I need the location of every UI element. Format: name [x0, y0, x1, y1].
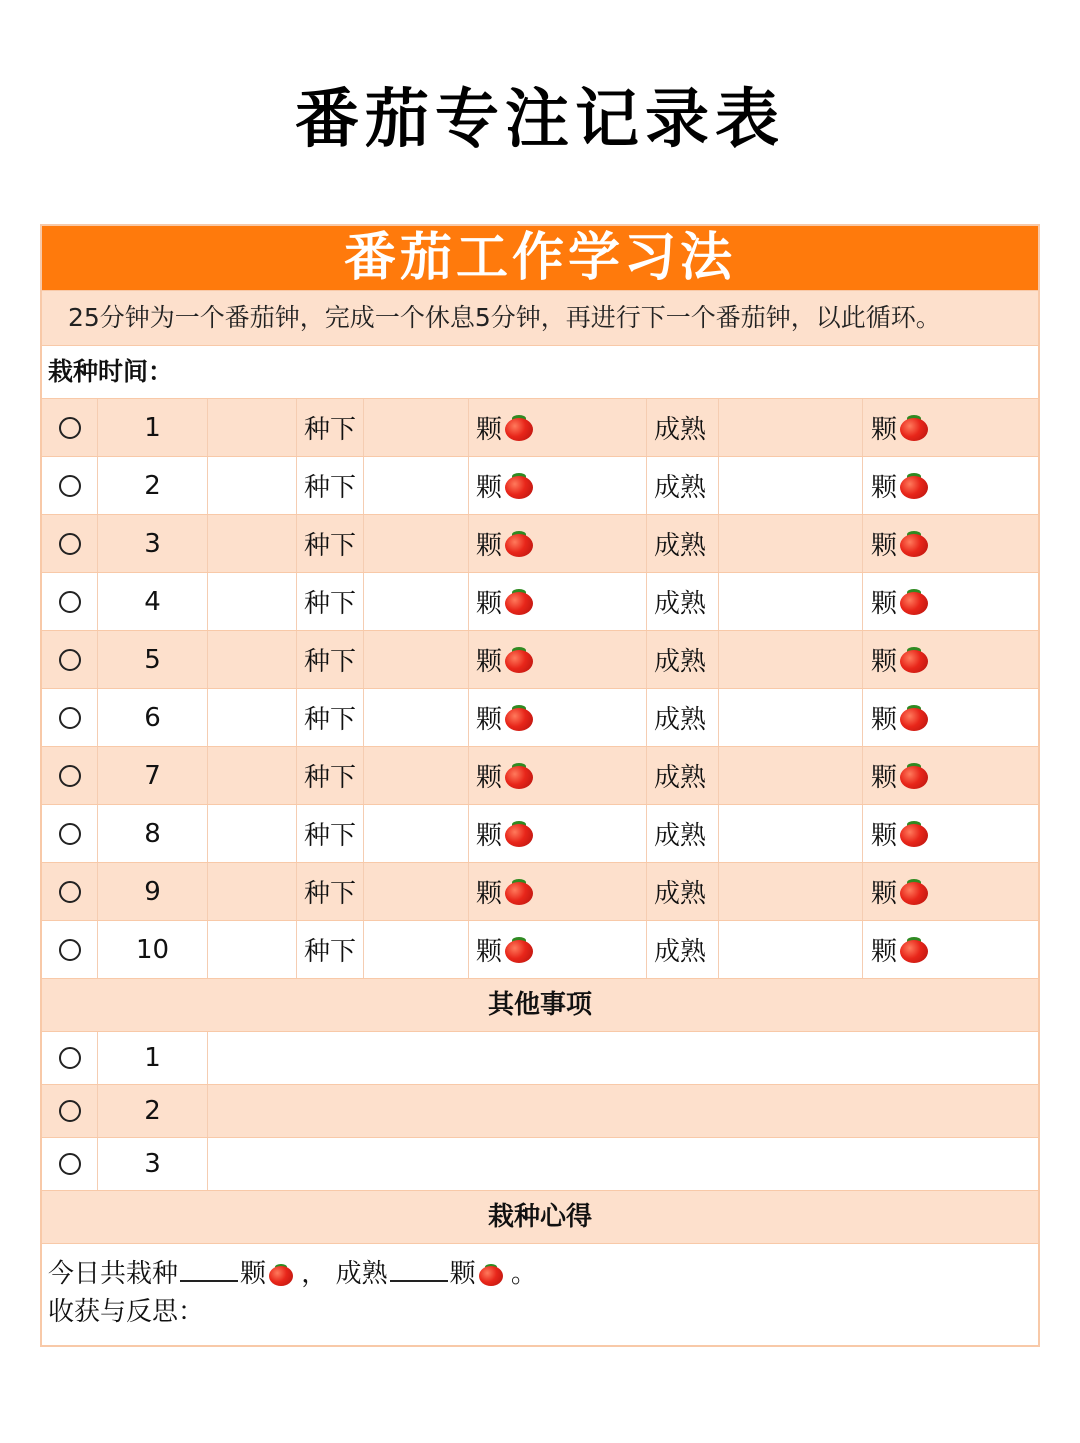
time-cell[interactable]: [208, 863, 297, 920]
ripe-count-cell[interactable]: [719, 805, 863, 862]
tomato-icon: [505, 763, 533, 789]
unit-label: 颗: [871, 763, 898, 793]
circle-icon[interactable]: [59, 1100, 81, 1122]
checkbox-cell[interactable]: [42, 805, 98, 862]
tomato-icon: [900, 879, 928, 905]
checkbox-cell[interactable]: [42, 1032, 98, 1084]
ripe-label: 成熟: [647, 921, 719, 978]
checkbox-cell[interactable]: [42, 921, 98, 978]
circle-icon[interactable]: [59, 533, 81, 555]
reflection-header: 栽种心得: [42, 1190, 1038, 1243]
ripe-unit-cell: [863, 515, 1038, 572]
row-number: 7: [98, 747, 208, 804]
other-item-text-cell[interactable]: [208, 1032, 1038, 1084]
ripe-unit-cell: [863, 863, 1038, 920]
tomato-icon: [505, 821, 533, 847]
planted-unit-cell: [469, 747, 647, 804]
tomato-icon: [505, 589, 533, 615]
planted-unit-cell: [469, 921, 647, 978]
planted-unit-cell: [469, 515, 647, 572]
unit-label: 颗: [476, 531, 503, 561]
time-cell[interactable]: [208, 805, 297, 862]
ripe-label: 成熟: [647, 573, 719, 630]
time-cell[interactable]: [208, 689, 297, 746]
tomato-icon: [505, 415, 533, 441]
unit-label: 颗: [476, 821, 503, 851]
ripe-count-cell[interactable]: [719, 921, 863, 978]
checkbox-cell[interactable]: [42, 1138, 98, 1190]
checkbox-cell[interactable]: [42, 863, 98, 920]
row-number: 3: [98, 515, 208, 572]
planted-unit-cell: [469, 689, 647, 746]
tomato-icon: [505, 937, 533, 963]
unit-label: 颗: [476, 415, 503, 445]
row-number: 1: [98, 1032, 208, 1084]
other-items-list: [42, 1031, 1038, 1190]
plant-label: 种下: [297, 515, 364, 572]
checkbox-cell[interactable]: [42, 573, 98, 630]
ripe-unit-cell: [863, 457, 1038, 514]
circle-icon[interactable]: [59, 1153, 81, 1175]
plant-label: 种下: [297, 921, 364, 978]
ripe-count-cell[interactable]: [719, 457, 863, 514]
record-sheet: [40, 224, 1040, 1347]
log-row: [42, 688, 1038, 746]
ripe-unit-cell: [863, 399, 1038, 456]
tomato-icon: [900, 531, 928, 557]
ripe-unit-cell: [863, 631, 1038, 688]
plant-label: 种下: [297, 573, 364, 630]
log-row: [42, 398, 1038, 456]
tomato-icon: [505, 705, 533, 731]
reflection-block: [42, 1243, 1038, 1345]
circle-icon[interactable]: [59, 707, 81, 729]
unit-label: 颗: [871, 415, 898, 445]
tomato-icon: [900, 937, 928, 963]
planted-count-cell[interactable]: [364, 863, 469, 920]
planted-count-blank[interactable]: [180, 1254, 238, 1282]
unit-label: 颗: [476, 763, 503, 793]
time-cell[interactable]: [208, 747, 297, 804]
ripe-unit-cell: [863, 805, 1038, 862]
plant-label: 种下: [297, 689, 364, 746]
row-number: 1: [98, 399, 208, 456]
end-mark: 。: [510, 1259, 537, 1289]
row-number: 4: [98, 573, 208, 630]
ripe-label: 成熟: [647, 457, 719, 514]
row-number: 10: [98, 921, 208, 978]
other-item-row: [42, 1137, 1038, 1190]
ripe-unit-cell: [863, 921, 1038, 978]
tomato-icon: [505, 473, 533, 499]
tomato-icon: [900, 821, 928, 847]
plant-label: 种下: [297, 747, 364, 804]
other-item-text-cell[interactable]: [208, 1085, 1038, 1137]
circle-icon[interactable]: [59, 649, 81, 671]
plant-label: 种下: [297, 631, 364, 688]
checkbox-cell[interactable]: [42, 515, 98, 572]
tomato-icon: [505, 531, 533, 557]
row-number: 2: [98, 457, 208, 514]
row-number: 8: [98, 805, 208, 862]
tomato-icon: [479, 1264, 503, 1286]
ripe-count-cell[interactable]: [719, 863, 863, 920]
page-title: 番茄专注记录表: [295, 83, 785, 157]
ripe-count-cell[interactable]: [719, 573, 863, 630]
checkbox-cell[interactable]: [42, 399, 98, 456]
planted-unit-cell: [469, 805, 647, 862]
time-cell[interactable]: [208, 457, 297, 514]
planted-count-cell[interactable]: [364, 515, 469, 572]
planted-unit-cell: [469, 457, 647, 514]
plant-time-label: 栽种时间：: [42, 345, 1038, 398]
ripe-unit-cell: [863, 747, 1038, 804]
circle-icon[interactable]: [59, 765, 81, 787]
planted-count-cell[interactable]: [364, 399, 469, 456]
row-number: 9: [98, 863, 208, 920]
unit-label: 颗: [871, 879, 898, 909]
plant-label: 种下: [297, 863, 364, 920]
ripe-label: 成熟: [647, 805, 719, 862]
plant-label: 种下: [297, 457, 364, 514]
row-number: 3: [98, 1138, 208, 1190]
unit-label: 颗: [871, 821, 898, 851]
row-number: 5: [98, 631, 208, 688]
checkbox-cell[interactable]: [42, 631, 98, 688]
planted-unit-cell: [469, 399, 647, 456]
unit-label: 颗: [871, 705, 898, 735]
plant-label: 种下: [297, 399, 364, 456]
ripe-unit-cell: [863, 689, 1038, 746]
planted-unit-cell: [469, 573, 647, 630]
checkbox-cell[interactable]: [42, 1085, 98, 1137]
circle-icon[interactable]: [59, 591, 81, 613]
other-items-header: 其他事项: [42, 978, 1038, 1031]
time-cell[interactable]: [208, 515, 297, 572]
unit-label: 颗: [476, 589, 503, 619]
unit-label: 颗: [871, 531, 898, 561]
ripe-label: 成熟: [647, 689, 719, 746]
circle-icon[interactable]: [59, 881, 81, 903]
unit-label: 颗: [476, 705, 503, 735]
log-row: [42, 862, 1038, 920]
tomato-icon: [505, 879, 533, 905]
separator: ，: [301, 1259, 328, 1289]
log-row: [42, 514, 1038, 572]
unit-label: 颗: [476, 879, 503, 909]
checkbox-cell[interactable]: [42, 689, 98, 746]
unit-label: 颗: [871, 473, 898, 503]
tomato-icon: [505, 647, 533, 673]
ripe-count-cell[interactable]: [719, 515, 863, 572]
tomato-icon: [900, 473, 928, 499]
planted-count-cell[interactable]: [364, 747, 469, 804]
other-item-row: [42, 1084, 1038, 1137]
tomato-icon: [900, 705, 928, 731]
unit-label: 颗: [871, 589, 898, 619]
ripe-count-cell[interactable]: [719, 689, 863, 746]
planted-unit-cell: [469, 631, 647, 688]
planted-unit-cell: [469, 863, 647, 920]
log-row: [42, 456, 1038, 514]
unit-label: 颗: [871, 647, 898, 677]
method-intro: 25分钟为一个番茄钟，完成一个休息5分钟，再进行下一个番茄钟，以此循环。: [42, 290, 1038, 345]
log-table: [42, 398, 1038, 978]
ripe-unit-cell: [863, 573, 1038, 630]
planted-count-cell[interactable]: [364, 457, 469, 514]
total-prefix: 今日共栽种: [48, 1259, 179, 1289]
planted-count-cell[interactable]: [364, 573, 469, 630]
tomato-icon: [900, 589, 928, 615]
circle-icon[interactable]: [59, 1047, 81, 1069]
ripe-unit: 颗: [449, 1259, 476, 1289]
ripe-count-blank[interactable]: [390, 1254, 448, 1282]
planted-count-cell[interactable]: [364, 689, 469, 746]
ripe-label: 成熟: [647, 399, 719, 456]
log-row: [42, 746, 1038, 804]
circle-icon[interactable]: [59, 823, 81, 845]
ripe-count-cell[interactable]: [719, 399, 863, 456]
planted-count-cell[interactable]: [364, 805, 469, 862]
method-banner: 番茄工作学习法: [42, 226, 1038, 290]
other-item-row: [42, 1031, 1038, 1084]
ripe-label: 成熟: [647, 863, 719, 920]
time-cell[interactable]: [208, 631, 297, 688]
ripe-label: 成熟: [647, 747, 719, 804]
row-number: 2: [98, 1085, 208, 1137]
log-row: [42, 572, 1038, 630]
log-row: [42, 630, 1038, 688]
circle-icon[interactable]: [59, 475, 81, 497]
log-row: [42, 920, 1038, 978]
time-cell[interactable]: [208, 573, 297, 630]
ripe-count-cell[interactable]: [719, 747, 863, 804]
checkbox-cell[interactable]: [42, 747, 98, 804]
unit-label: 颗: [871, 937, 898, 967]
time-cell[interactable]: [208, 399, 297, 456]
ripe-label: 成熟: [335, 1259, 388, 1289]
plant-label: 种下: [297, 805, 364, 862]
harvest-label: 收获与反思：: [48, 1297, 205, 1327]
tomato-icon: [900, 763, 928, 789]
tomato-icon: [900, 415, 928, 441]
ripe-label: 成熟: [647, 631, 719, 688]
planted-count-cell[interactable]: [364, 921, 469, 978]
tomato-icon: [269, 1264, 293, 1286]
ripe-count-cell[interactable]: [719, 631, 863, 688]
unit-label: 颗: [476, 647, 503, 677]
row-number: 6: [98, 689, 208, 746]
unit-label: 颗: [476, 473, 503, 503]
circle-icon[interactable]: [59, 939, 81, 961]
daily-total-line: [48, 1254, 1032, 1293]
unit-label: 颗: [476, 937, 503, 967]
log-row: [42, 804, 1038, 862]
other-item-text-cell[interactable]: [208, 1138, 1038, 1190]
time-cell[interactable]: [208, 921, 297, 978]
ripe-label: 成熟: [647, 515, 719, 572]
planted-count-cell[interactable]: [364, 631, 469, 688]
total-unit: 颗: [240, 1259, 267, 1289]
tomato-icon: [900, 647, 928, 673]
checkbox-cell[interactable]: [42, 457, 98, 514]
circle-icon[interactable]: [59, 417, 81, 439]
